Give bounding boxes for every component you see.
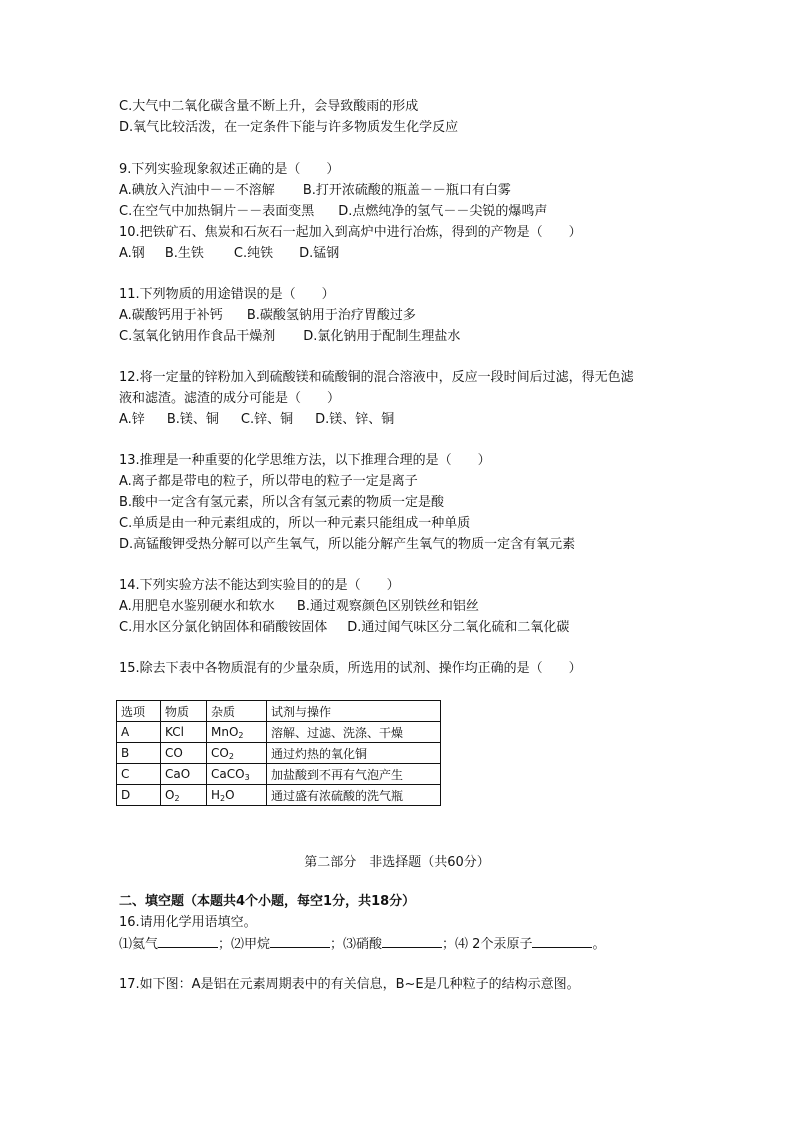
row-operation: 通过盛有浓硫酸的洗气瓶 xyxy=(267,785,441,806)
table-row xyxy=(117,722,441,743)
row-operation: 溶解、过滤、洗涤、干燥 xyxy=(267,722,441,743)
q16-item-3: ；⑶硝酸 xyxy=(330,937,383,952)
q14-option-d: D.通过闻气味区分二氧化硫和二氧化碳 xyxy=(347,620,570,635)
row-substance: $O_2$ xyxy=(161,785,207,806)
q12-option-b: B.镁、铜 xyxy=(166,412,219,427)
header-impurity: 杂质 xyxy=(207,701,267,722)
header-option: 选项 xyxy=(117,701,161,722)
q10-option-c: C.纯铁 xyxy=(233,246,274,261)
q9-option-a: A.碘放入汽油中－－不溶解 xyxy=(119,183,275,198)
q12-stem-line1: 12.将一定量的锌粉加入到硫酸镁和硫酸铜的混合溶液中，反应一段时间后过滤，得无色滤 xyxy=(119,370,634,385)
q16-item-2: ；⑵甲烷 xyxy=(218,937,271,952)
row-substance: CaO xyxy=(161,764,207,785)
row-substance: KCl xyxy=(161,722,207,743)
q12-options xyxy=(119,411,394,429)
q12-option-d: D.镁、锌、铜 xyxy=(315,412,395,427)
table-header-row xyxy=(117,701,441,722)
q10-stem: 10.把铁矿石、焦炭和石灰石一起加入到高炉中进行冶炼，得到的产物是（ ） xyxy=(119,225,582,240)
row-option: C xyxy=(117,764,161,785)
q9-option-d: D.点燃纯净的氢气－－尖锐的爆鸣声 xyxy=(338,204,548,219)
q14-stem: 14.下列实验方法不能达到实验目的的是（ ） xyxy=(119,578,400,593)
table-row xyxy=(117,785,441,806)
q17-stem: 17.如下图：A是铝在元素周期表中的有关信息，B~E是几种粒子的结构示意图。 xyxy=(119,977,580,992)
q15-stem: 15.除去下表中各物质混有的少量杂质，所选用的试剂、操作均正确的是（ ） xyxy=(119,661,582,676)
row-impurity: $H_2O$ xyxy=(207,785,267,806)
q13-option-b: B.酸中一定含有氢元素，所以含有氢元素的物质一定是酸 xyxy=(119,495,445,510)
q10-option-a: A.钢 xyxy=(119,246,145,261)
q10-option-b: B.生铁 xyxy=(164,246,204,261)
row-operation: 加盐酸到不再有气泡产生 xyxy=(267,764,441,785)
q13-option-d: D.高锰酸钾受热分解可以产生氧气，所以能分解产生氧气的物质一定含有氧元素 xyxy=(119,537,576,552)
table-row xyxy=(117,764,441,785)
q13-stem: 13.推理是一种重要的化学思维方法，以下推理合理的是（ ） xyxy=(119,453,491,468)
q12-option-c: C.锌、铜 xyxy=(240,412,294,427)
q9-option-c: C.在空气中加热铜片－－表面变黑 xyxy=(119,204,315,219)
q11-option-a: A.碳酸钙用于补钙 xyxy=(119,308,223,323)
q10-options xyxy=(119,245,339,263)
row-option: D xyxy=(117,785,161,806)
header-operation: 试剂与操作 xyxy=(267,701,441,722)
row-operation: 通过灼热的氧化铜 xyxy=(267,743,441,764)
q16-end: 。 xyxy=(592,937,606,952)
q9-option-b: B.打开浓硫酸的瓶盖－－瓶口有白雾 xyxy=(302,183,511,198)
q11-options-ab xyxy=(119,307,416,325)
q14-option-c: C.用水区分氯化钠固体和硝酸铵固体 xyxy=(119,620,328,635)
row-option: A xyxy=(117,722,161,743)
table-row xyxy=(117,743,441,764)
q13-option-c: C.单质是由一种元素组成的，所以一种元素只能组成一种单质 xyxy=(119,516,471,531)
row-impurity: MnO$_2$ xyxy=(207,722,267,743)
q9-options-ab xyxy=(119,182,511,200)
answer-blank[interactable] xyxy=(532,935,592,948)
answer-blank[interactable] xyxy=(158,935,218,948)
q13-option-a: A.离子都是带电的粒子，所以带电的粒子一定是离子 xyxy=(119,474,418,489)
row-substance: CO xyxy=(161,743,207,764)
row-impurity: CaCO$_3$ xyxy=(207,764,267,785)
q11-options-cd xyxy=(119,328,460,346)
row-option: B xyxy=(117,743,161,764)
q8-option-d: D.氧气比较活泼，在一定条件下能与许多物质发生化学反应 xyxy=(119,120,459,135)
q14-option-a: A.用肥皂水鉴别硬水和软水 xyxy=(119,599,275,614)
section-heading: 二、填空题（本题共4个小题，每空1分，共18分） xyxy=(119,894,416,909)
q14-option-b: B.通过观察颜色区别铁丝和铝丝 xyxy=(296,599,479,614)
q11-option-d: D.氯化钠用于配制生理盐水 xyxy=(303,329,461,344)
q15-table xyxy=(116,700,441,806)
answer-blank[interactable] xyxy=(270,935,330,948)
q16-stem: 16.请用化学用语填空。 xyxy=(119,915,257,930)
q16-item-4: ；⑷ 2个汞原子 xyxy=(442,937,533,952)
q11-stem: 11.下列物质的用途错误的是（ ） xyxy=(119,287,335,302)
q10-option-d: D.锰钢 xyxy=(299,246,340,261)
q14-options-cd xyxy=(119,619,569,637)
part2-title: 第二部分 非选择题（共60分） xyxy=(304,855,490,870)
q9-options-cd xyxy=(119,203,547,221)
q12-stem-line2: 液和滤渣。滤渣的成分可能是（ ） xyxy=(119,391,341,406)
answer-blank[interactable] xyxy=(382,935,442,948)
q8-option-c: C.大气中二氧化碳含量不断上升，会导致酸雨的形成 xyxy=(119,99,419,114)
q14-options-ab xyxy=(119,598,479,616)
q16-blanks xyxy=(119,935,605,954)
q9-stem: 9.下列实验现象叙述正确的是（ ） xyxy=(119,162,340,177)
q11-option-b: B.碳酸氢钠用于治疗胃酸过多 xyxy=(246,308,416,323)
q12-option-a: A.锌 xyxy=(119,412,145,427)
q16-item-1: ⑴氦气 xyxy=(119,937,159,952)
header-substance: 物质 xyxy=(161,701,207,722)
row-impurity: $CO_2$ xyxy=(207,743,267,764)
q11-option-c: C.氢氧化钠用作食品干燥剂 xyxy=(119,329,276,344)
